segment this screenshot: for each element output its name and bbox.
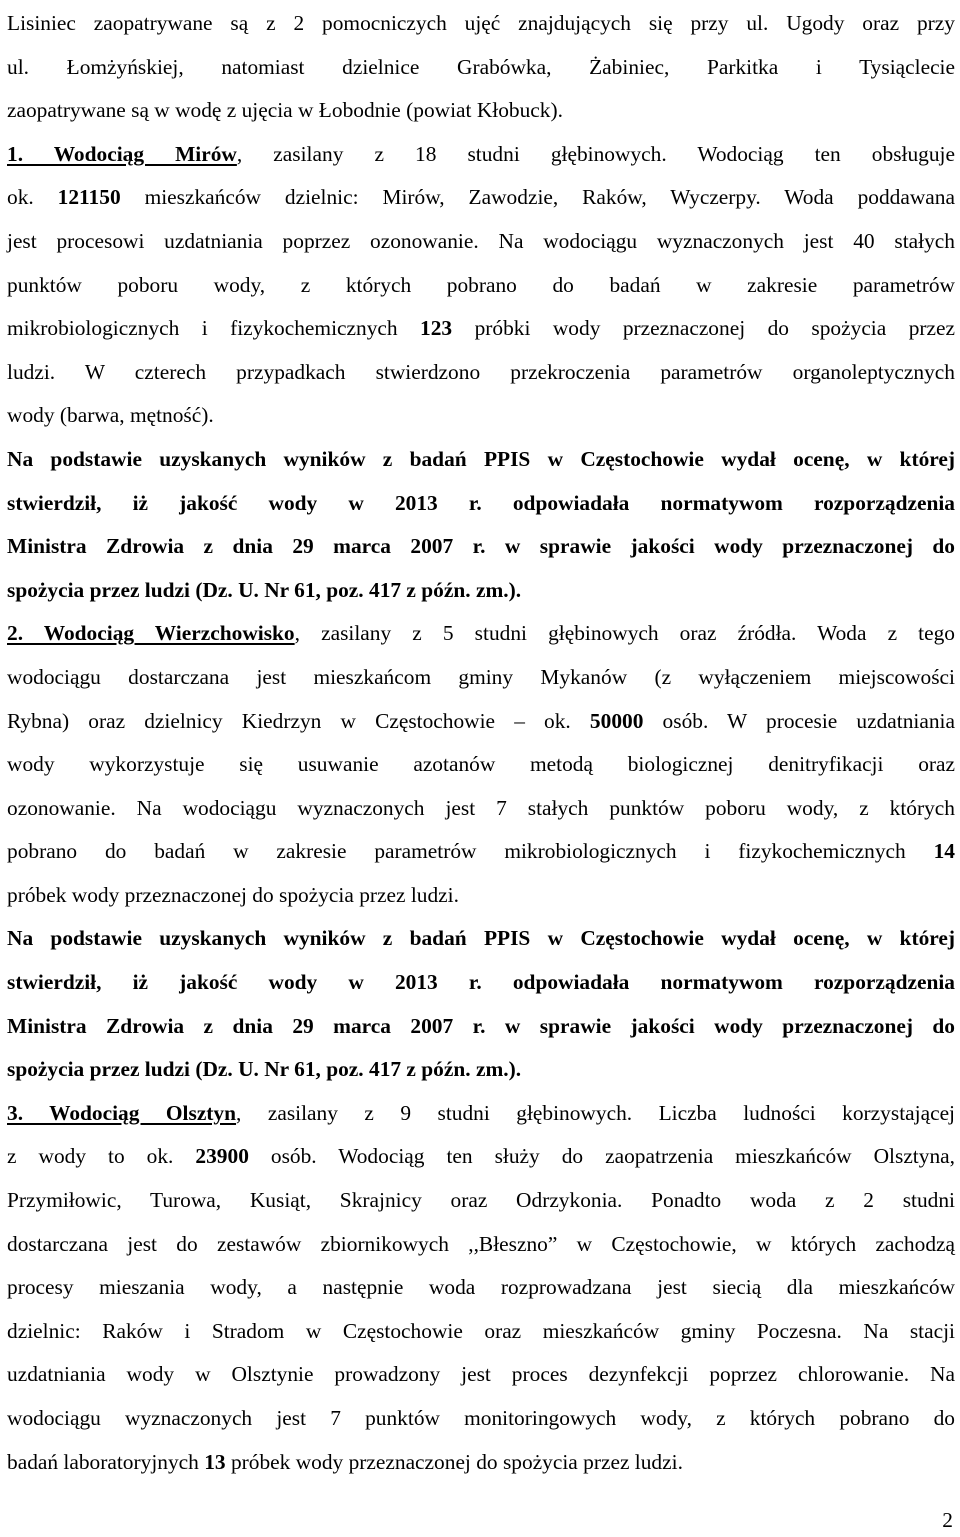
text-line <box>7 438 955 482</box>
text-line <box>7 1353 955 1397</box>
text-line <box>7 917 955 961</box>
text-segment: wodociągu dostarczana jest mieszkańcom gminy Mykanów (z wyłączeniem miejscowości <box>7 664 955 689</box>
text-segment: osób. W procesie uzdatniania <box>643 708 955 733</box>
text-segment: spożycia przez ludzi (Dz. U. Nr 61, poz. 417 z późn. zm.). <box>7 1057 522 1082</box>
document-page <box>7 2 955 1484</box>
text-segment: badań laboratoryjnych <box>7 1449 205 1474</box>
text-segment: spożycia przez ludzi (Dz. U. Nr 61, poz. 417 z późn. zm.). <box>7 577 522 602</box>
text-segment: 123 <box>420 316 453 341</box>
text-segment: Lisiniec zaopatrywane są z 2 pomocniczych ujęć znajdujących się przy ul. Ugody oraz przy <box>7 11 955 35</box>
text-line <box>7 482 955 526</box>
text-segment: Przymiłowic, Turowa, Kusiąt, Skrajnicy oraz Odrzykonia. Ponadto woda z 2 studni <box>7 1188 955 1213</box>
text-line <box>7 46 955 90</box>
text-line <box>7 307 955 351</box>
text-segment: , zasilany z 9 studni głębinowych. Liczba ludności korzystającej <box>236 1100 956 1125</box>
text-line <box>7 264 955 308</box>
text-segment: z wody to ok. <box>7 1144 196 1169</box>
text-segment: ludzi. W czterech przypadkach stwierdzono przekroczenia parametrów organoleptycznych <box>7 359 955 384</box>
text-segment: 1. Wodociąg Mirów <box>7 141 237 166</box>
text-segment: osób. Wodociąg ten służy do zaopatrzenia mieszkańców Olsztyna, <box>248 1144 955 1169</box>
text-line <box>7 1441 955 1485</box>
text-segment: 23900 <box>195 1144 249 1169</box>
text-segment: Rybna) oraz dzielnicy Kiedrzyn w Częstochowie – ok. <box>7 708 590 733</box>
text-line <box>7 1048 955 1092</box>
text-segment: 13 <box>204 1449 226 1474</box>
text-segment: Na podstawie uzyskanych wyników z badań PPIS w Częstochowie wydał ocenę, w której <box>7 446 955 471</box>
text-segment: 50000 <box>589 708 644 733</box>
text-segment: stwierdził, iż jakość wody w 2013 r. odpowiadała normatywom rozporządzenia <box>7 490 955 515</box>
text-segment: Na podstawie uzyskanych wyników z badań PPIS w Częstochowie wydał ocenę, w której <box>7 926 955 951</box>
text-line <box>7 1092 955 1136</box>
text-segment: Ministra Zdrowia z dnia 29 marca 2007 r. w sprawie jakości wody przeznaczonej do <box>7 534 955 559</box>
text-segment: wody (barwa, mętność). <box>7 403 214 428</box>
text-segment: 2. Wodociąg Wierzchowisko <box>7 621 295 646</box>
text-segment: ok. <box>7 185 58 210</box>
text-line <box>7 176 955 220</box>
text-segment: wody wykorzystuje się usuwanie azotanów metodą biologicznej denitryfikacji oraz <box>7 752 955 777</box>
text-line <box>7 1310 955 1354</box>
text-segment: próbek wody przeznaczonej do spożycia przez ludzi. <box>225 1449 683 1474</box>
text-segment: 121150 <box>57 185 121 210</box>
text-line <box>7 133 955 177</box>
text-segment: mieszkańców dzielnic: Mirów, Zawodzie, Raków, Wyczerpy. Woda poddawana <box>120 185 955 210</box>
text-line <box>7 394 955 438</box>
text-line <box>7 787 955 831</box>
document-body <box>7 2 955 1484</box>
text-segment: zaopatrywane są w wodę z ujęcia w Łobodnie (powiat Kłobuck). <box>7 98 563 123</box>
text-line <box>7 525 955 569</box>
text-segment: pobrano do badań w zakresie parametrów mikrobiologicznych i fizykochemicznych <box>7 839 934 864</box>
text-line <box>7 1266 955 1310</box>
text-line <box>7 89 955 133</box>
text-line <box>7 656 955 700</box>
text-line <box>7 612 955 656</box>
text-segment: 3. Wodociąg Olsztyn <box>7 1100 237 1125</box>
text-segment: dzielnic: Raków i Stradom w Częstochowie oraz mieszkańców gminy Poczesna. Na stacji <box>7 1318 955 1343</box>
text-segment: punktów poboru wody, z których pobrano do badań w zakresie parametrów <box>7 272 955 297</box>
text-segment: próbek wody przeznaczonej do spożycia przez ludzi. <box>7 882 459 907</box>
text-segment: 14 <box>933 839 955 864</box>
text-line <box>7 743 955 787</box>
text-segment: próbki wody przeznaczonej do spożycia przez <box>452 316 955 341</box>
text-segment: , zasilany z 5 studni głębinowych oraz źródła. Woda z tego <box>294 621 955 646</box>
page-number: 2 <box>942 1508 953 1532</box>
text-segment: mikrobiologicznych i fizykochemicznych <box>7 316 421 341</box>
text-line <box>7 1005 955 1049</box>
text-segment: wodociągu wyznaczonych jest 7 punktów monitoringowych wody, z których pobrano do <box>7 1406 955 1430</box>
text-line <box>7 220 955 264</box>
text-line <box>7 700 955 744</box>
text-segment: Ministra Zdrowia z dnia 29 marca 2007 r. w sprawie jakości wody przeznaczonej do <box>7 1013 955 1038</box>
text-line <box>7 569 955 613</box>
text-line <box>7 830 955 874</box>
text-line <box>7 1223 955 1267</box>
text-segment: ul. Łomżyńskiej, natomiast dzielnice Grabówka, Żabiniec, Parkitka i Tysiąclecie <box>7 54 955 79</box>
text-line <box>7 961 955 1005</box>
text-segment: procesy mieszania wody, a następnie woda rozprowadzana jest siecią dla mieszkańców <box>7 1275 955 1300</box>
text-line <box>7 1397 955 1441</box>
text-line <box>7 351 955 395</box>
text-line <box>7 874 955 918</box>
text-segment: dostarczana jest do zestawów zbiornikowych ,,Błeszno” w Częstochowie, w których zachodzą <box>7 1231 955 1256</box>
text-segment: jest procesowi uzdatniania poprzez ozonowanie. Na wodociągu wyznaczonych jest 40 stałych <box>7 228 955 253</box>
text-line <box>7 1179 955 1223</box>
text-segment: , zasilany z 18 studni głębinowych. Wodociąg ten obsługuje <box>236 141 955 166</box>
text-segment: ozonowanie. Na wodociągu wyznaczonych jest 7 stałych punktów poboru wody, z których <box>7 795 955 820</box>
text-line <box>7 1135 955 1179</box>
text-segment: stwierdził, iż jakość wody w 2013 r. odpowiadała normatywom rozporządzenia <box>7 970 955 995</box>
text-segment: uzdatniania wody w Olsztynie prowadzony jest proces dezynfekcji poprzez chlorowanie. Na <box>7 1362 955 1387</box>
text-line <box>7 2 955 46</box>
